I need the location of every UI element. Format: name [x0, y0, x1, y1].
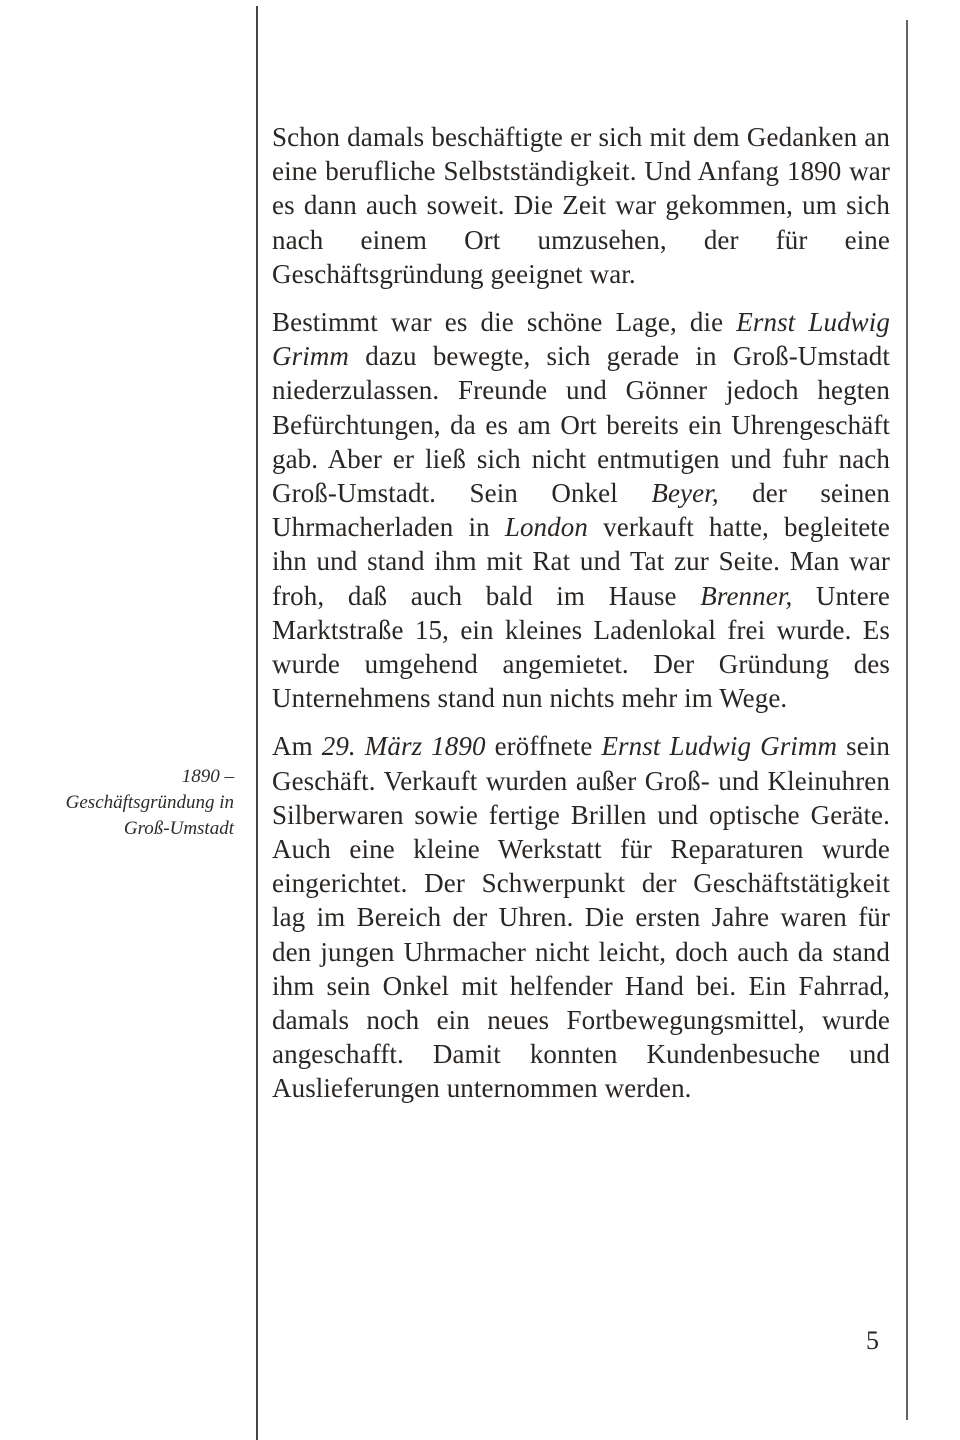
italic-text-run: Ernst Ludwig Grimm: [601, 731, 838, 762]
paragraph-2: [272, 305, 890, 715]
text-run: verkauft hatte, begleitete ihn und stand ihm mit Rat und Tat zur Seite. Man war froh, daß auch bald im Hause: [272, 512, 890, 611]
paragraph-3: [272, 729, 890, 1105]
paragraph-1: [272, 120, 890, 291]
italic-text-run: Brenner,: [700, 580, 793, 611]
text-run: sein Geschäft. Verkauft wurden außer Groß- und Kleinuhren Silberwaren sowie fertige Brillen und optische Geräte. Auch eine kleine Werkstatt für Reparaturen wurde eingerichtet. Der Schwerpunkt der Geschäftstätigkeit lag im Bereich der Uhren. Die ersten Jahre waren für den jungen Uhrmacher nicht leicht, doch auch da stand ihm sein Onkel mit helfender Hand bei. Ein Fahrrad, damals noch ein neues Fortbewegungsmittel, wurde angeschafft. Damit konnten Kundenbesuche und Auslieferungen unternommen werden.: [272, 731, 891, 1104]
text-run: Schon damals beschäftigte er sich mit dem Gedanken an eine berufliche Selbstständigkeit. Und Anfang 1890 war es dann auch soweit. Die Zeit war gekommen, um sich nach einem Ort umzusehen, der für eine Geschäftsgründung geeignet war.: [272, 122, 890, 289]
text-run: Am: [272, 731, 322, 762]
margin-note-year: 1890 –: [181, 766, 234, 787]
margin-note-place: Groß-Umstadt: [123, 818, 234, 839]
text-run: der seinen Uhrmacherladen in: [272, 478, 890, 543]
text-run: eröffnete: [485, 731, 602, 762]
italic-text-run: Ernst Ludwig Grimm: [272, 307, 890, 372]
margin-note: [24, 764, 234, 842]
page-body-text: [272, 120, 890, 1120]
italic-text-run: Beyer,: [651, 478, 719, 509]
text-run: Untere Marktstraße 15, ein kleines Ladenlokal frei wurde. Es wurde umgehend angemietet. Der Gründung des Unternehmens stand nun nichts mehr im Wege.: [272, 580, 890, 714]
text-run: Bestimmt war es die schöne Lage, die: [272, 307, 737, 338]
left-column-rule: [256, 6, 258, 1440]
right-page-edge-rule: [906, 20, 908, 1420]
italic-text-run: 29. März 1890: [321, 731, 486, 762]
italic-text-run: London: [504, 512, 588, 543]
text-run: dazu bewegte, sich gerade in Groß-Umstadt niederzulassen. Freunde und Gönner jedoch hegten Befürchtungen, da es am Ort bereits ein Uhrengeschäft gab. Aber er ließ sich nicht entmutigen und fuhr nach Groß-Umstadt. Sein Onkel: [272, 341, 890, 509]
margin-note-title: Geschäftsgründung in: [65, 792, 234, 813]
page-number: 5: [866, 1326, 879, 1355]
